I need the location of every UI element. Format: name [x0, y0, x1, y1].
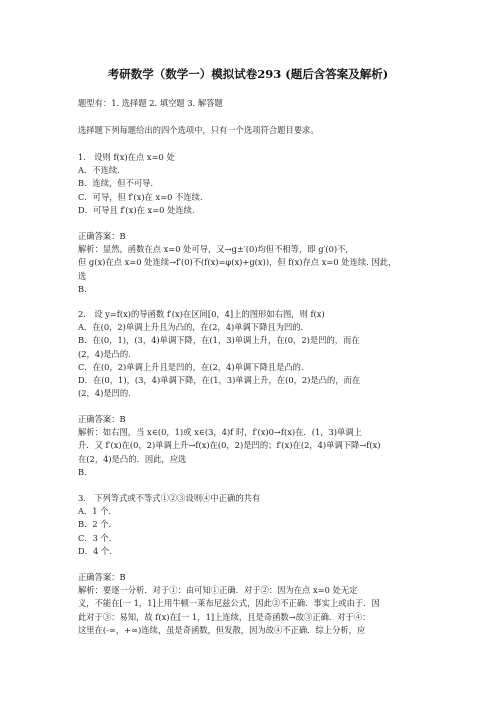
page-title: 考研数学（数学一）模拟试卷293 (题后含答案及解析)	[107, 67, 389, 81]
question-1	[78, 151, 418, 217]
question-stem: 3. 下列等式或不等式①②③设则④中正确的共有	[78, 493, 261, 503]
explanation-line: 但 g(x)在点 x=0 处连续→f′(0)不(f(x)=φ(x)+g(x))，但 f(x)存点 x=0 处连续. 因此，	[78, 257, 397, 268]
answer-choice: B．	[78, 283, 93, 294]
option: C．在(0，2)单调上升且是凹的，在(2，4)单调下降且是凸的．	[78, 361, 310, 372]
explanation-line: 解析：显然，函数在点 x=0 处可导，又→g±′(0)均但不相等，即 g′(0)不,	[78, 244, 349, 255]
option: A．1 个．	[78, 506, 117, 517]
option: D．在(0，1)，(3，4)单调下降，在(1，3)单调上升，在(0，2)是凸的，而在	[78, 375, 361, 386]
explanation-line: 义，不能在[一 1，1]上用牛顿一莱布尼兹公式，因此②不正确．事实上或由于．因	[78, 598, 380, 609]
explanation-line: 升．又 f′(x)在(0，2)单调上升→f(x)在(0，2)是凹的；f′(x)在(2，4)单调下降→f(x)	[78, 440, 381, 451]
question-stem: 1. 设则 f(x)在点 x=0 处	[78, 152, 175, 162]
option: B．连续，但不可导．	[78, 178, 159, 189]
correct-answer: 正确答案：B	[78, 572, 126, 582]
option: C．可导，但 f′(x)在 x=0 不连续．	[78, 191, 209, 202]
option: D．可导且 f′(x)在 x=0 处连续．	[78, 204, 201, 215]
option: A．在(0，2)单调上升且为凸的，在(2，4)单调下降且为凹的．	[78, 322, 309, 333]
option: (2，4)是凸的．	[78, 348, 137, 359]
option: A．不连续．	[78, 165, 126, 176]
explanation-line: 在(2，4)是凸的．因此，应选	[78, 453, 187, 464]
answer-1	[78, 230, 418, 296]
question-stem: 2. 设 y=f(x)的导函数 f′(x)在区间[0，4]上的图形如右图，则 f(x)	[78, 309, 325, 319]
question-types: 题型有：1. 选择题 2. 填空题 3. 解答题	[78, 98, 223, 108]
instruction: 选择题下列每题给出的四个选项中，只有一个选项符合题目要求。	[78, 125, 319, 135]
option: C．3 个．	[78, 532, 118, 543]
option: B．在(0，1)，(3，4)单调下降，在(1，3)单调上升，在(0，2)是凹的，而在	[78, 335, 360, 346]
explanation-line: 解析：如右图，当 x∈(0，1)或 x∈(3，4)f 时，f′(x)0→f(x)在．(1，3)单调上	[78, 427, 362, 438]
answer-choice: B．	[78, 466, 93, 477]
explanation-line: 解析：要逐一分析．对于①：由可知①正确．对于②：因为在点 x=0 处无定	[78, 585, 358, 596]
option: B．2 个．	[78, 519, 117, 530]
answer-3	[78, 571, 418, 637]
option: D．4 个．	[78, 545, 118, 556]
option: (2，4)是凹的．	[78, 388, 137, 399]
question-3	[78, 492, 418, 558]
correct-answer: 正确答案：B	[78, 231, 126, 241]
explanation-line: 这里在(-∞，+∞)连续，虽是奇函数，但发散，因为故④不正确．综上分析，应	[78, 624, 366, 635]
correct-answer: 正确答案：B	[78, 414, 126, 424]
explanation-line: 此对于③：易知，故 f(x)在[一 1，1]上连续，且是奇函数→故③正确．对于④：	[78, 611, 371, 622]
explanation-line: 选	[78, 270, 87, 281]
answer-2	[78, 413, 418, 479]
question-2	[78, 308, 418, 400]
